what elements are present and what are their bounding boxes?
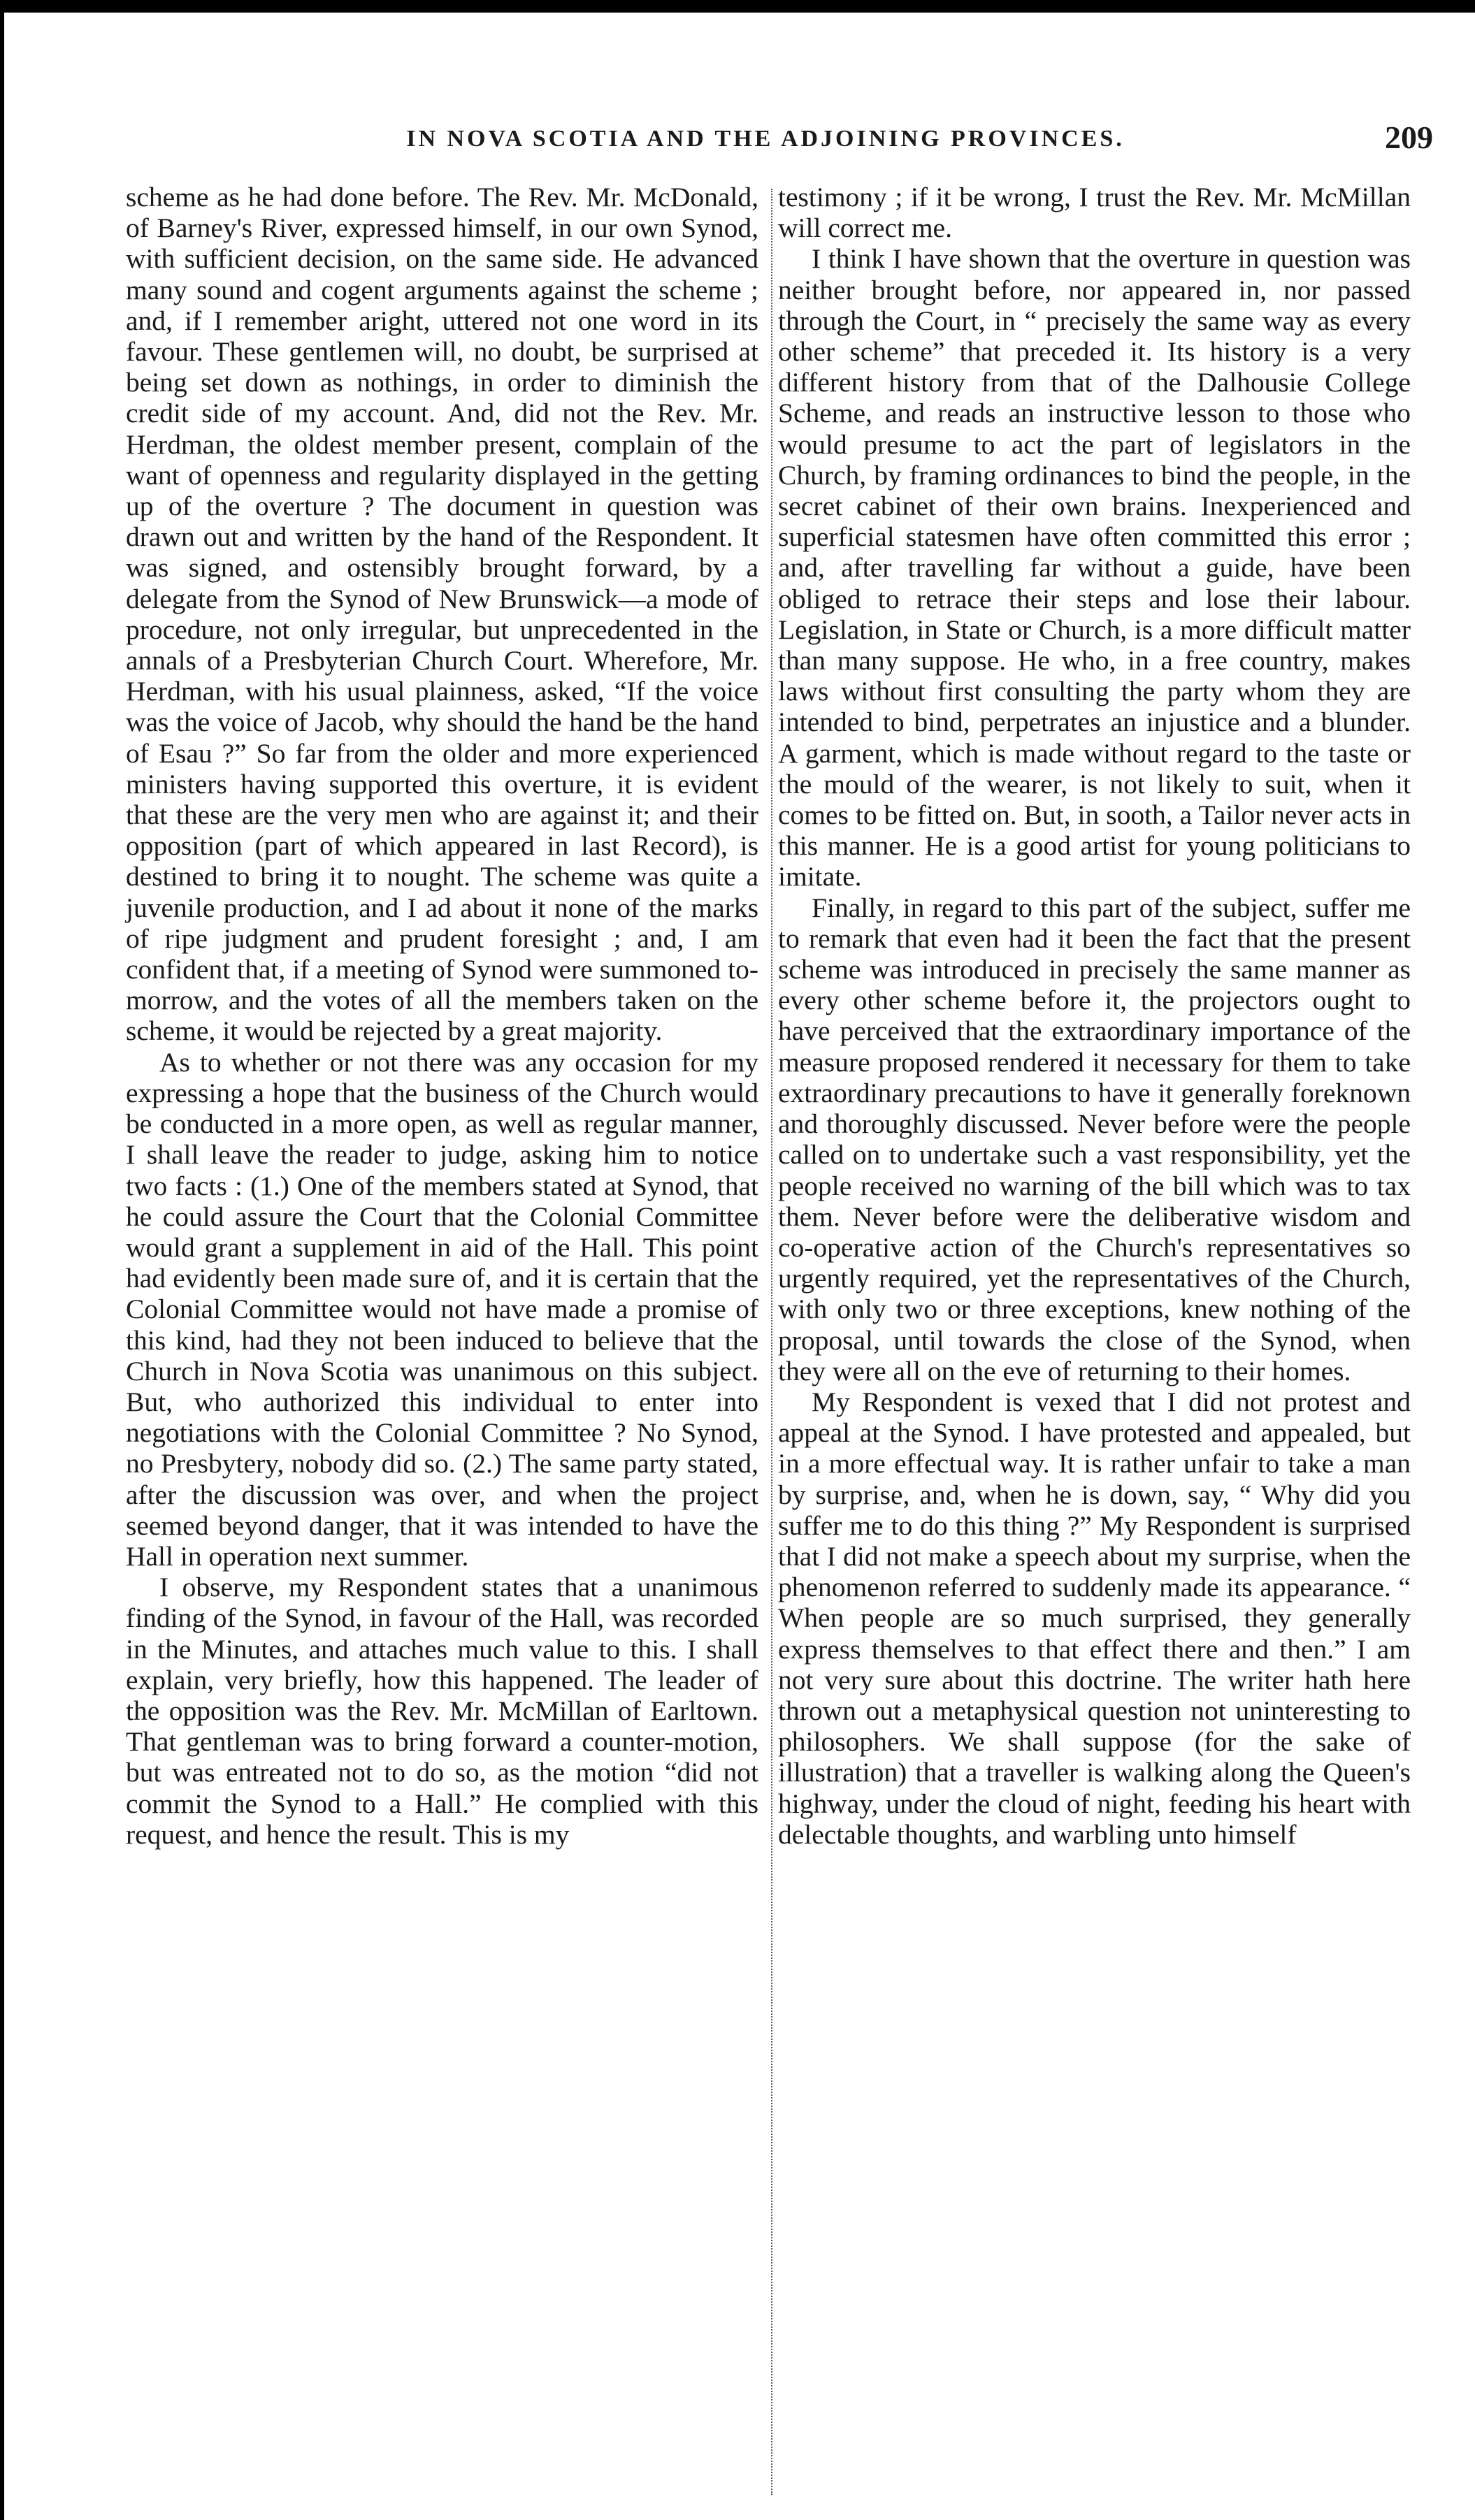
- left-column: [126, 182, 758, 1850]
- left-binding-edge: [0, 13, 4, 2520]
- right-column: [778, 182, 1411, 1850]
- running-head: IN NOVA SCOTIA AND THE ADJOINING PROVINCES.: [406, 126, 1125, 152]
- paragraph: testimony ; if it be wrong, I trust the Rev. Mr. McMillan will correct me.: [778, 182, 1411, 244]
- paragraph: I observe, my Respondent states that a unanimous finding of the Synod, in favour of the Hall, was recorded in the Minutes, and attaches much value to this. I shall explain, very briefly, how this happened. The leader of the opposition was the Rev. Mr. McMillan of Earltown. That gentleman was to bring forward a counter-motion, but was entreated not to do so, as the motion “did not commit the Synod to a Hall.” He complied with this request, and hence the result. This is my: [126, 1572, 758, 1850]
- column-divider: [771, 189, 772, 2495]
- paragraph: My Respondent is vexed that I did not protest and appeal at the Synod. I have protested and appealed, but in a more effectual way. It is rather unfair to take a man by surprise, and, when he is down, say, “ Why did you suffer me to do this thing ?” My Respondent is surprised that I did not make a speech about my surprise, when the phenomenon referred to suddenly made its appearance. “ When people are so much surprised, they generally express themselves to that effect there and then.” I am not very sure about this doctrine. The writer hath here thrown out a metaphysical question not uninteresting to philosophers. We shall suppose (for the sake of illustration) that a traveller is walking along the Queen's highway, under the cloud of night, feeding his heart with delectable thoughts, and warbling unto himself: [778, 1386, 1411, 1850]
- paragraph: I think I have shown that the overture in question was neither brought before, nor appeared in, nor passed through the Court, in “ precisely the same way as every other scheme” that preceded it. Its history is a very different history from that of the Dalhousie College Scheme, and reads an instructive lesson to those who would presume to act the part of legislators in the Church, by framing ordinances to bind the people, in the secret cabinet of their own brains. Inexperienced and superficial statesmen have often committed this error ; and, after travelling far without a guide, have been obliged to retrace their steps and lose their labour. Legislation, in State or Church, is a more difficult matter than many suppose. He who, in a free country, makes laws without first consulting the party whom they are intended to bind, perpetrates an injustice and a blunder. A garment, which is made without regard to the taste or the mould of the wearer, is not likely to suit, when it comes to be fitted on. But, in sooth, a Tailor never acts in this manner. He is a good artist for young politicians to imitate.: [778, 243, 1411, 892]
- paragraph: Finally, in regard to this part of the subject, suffer me to remark that even had it been the fact that the present scheme was introduced in precisely the same manner as every other scheme before it, the projectors ought to have perceived that the extraordinary importance of the measure proposed rendered it necessary for them to take extraordinary precautions to have it generally foreknown and thoroughly discussed. Never before were the people called on to undertake such a vast responsibility, yet the people received no warning of the bill which was to tax them. Never before were the deliberative wisdom and co-operative action of the Church's representatives so urgently required, yet the representatives of the Church, with only two or three exceptions, knew nothing of the proposal, until towards the close of the Synod, when they were all on the eve of returning to their homes.: [778, 892, 1411, 1386]
- page-header: [98, 120, 1433, 168]
- paragraph: As to whether or not there was any occasion for my expressing a hope that the business of the Church would be conducted in a more open, as well as regular manner, I shall leave the reader to judge, asking him to notice two facts : (1.) One of the members stated at Synod, that he could assure the Court that the Colonial Committee would grant a supplement in aid of the Hall. This point had evidently been made sure of, and it is certain that the Colonial Committee would not have made a promise of this kind, had they not been induced to believe that the Church in Nova Scotia was unanimous on this subject. But, who authorized this individual to enter into negotiations with the Colonial Committee ? No Synod, no Presbytery, nobody did so. (2.) The same party stated, after the discussion was over, and when the project seemed beyond danger, that it was intended to have the Hall in operation next summer.: [126, 1046, 758, 1572]
- page-number: 209: [1385, 120, 1433, 155]
- paragraph: scheme as he had done before. The Rev. Mr. McDonald, of Barney's River, expressed himself, in our own Synod, with sufficient decision, on the same side. He advanced many sound and cogent arguments against the scheme ; and, if I remember aright, uttered not one word in its favour. These gentlemen will, no doubt, be surprised at being set down as nothings, in order to diminish the credit side of my account. And, did not the Rev. Mr. Herdman, the oldest member present, complain of the want of openness and regularity displayed in the getting up of the overture ? The document in question was drawn out and written by the hand of the Respondent. It was signed, and ostensibly brought forward, by a delegate from the Synod of New Brunswick—a mode of procedure, not only irregular, but unprecedented in the annals of a Presbyterian Church Court. Wherefore, Mr. Herdman, with his usual plainness, asked, “If the voice was the voice of Jacob, why should the hand be the hand of Esau ?” So far from the older and more experienced ministers having supported this overture, it is evident that these are the very men who are against it; and their opposition (part of which appeared in last Record), is destined to bring it to nought. The scheme was quite a juvenile production, and I ad about it none of the marks of ripe judgment and prudent foresight ; and, I am confident that, if a meeting of Synod were summoned to-morrow, and the votes of all the members taken on the scheme, it would be rejected by a great majority.: [126, 182, 758, 1047]
- top-border: [0, 0, 1475, 13]
